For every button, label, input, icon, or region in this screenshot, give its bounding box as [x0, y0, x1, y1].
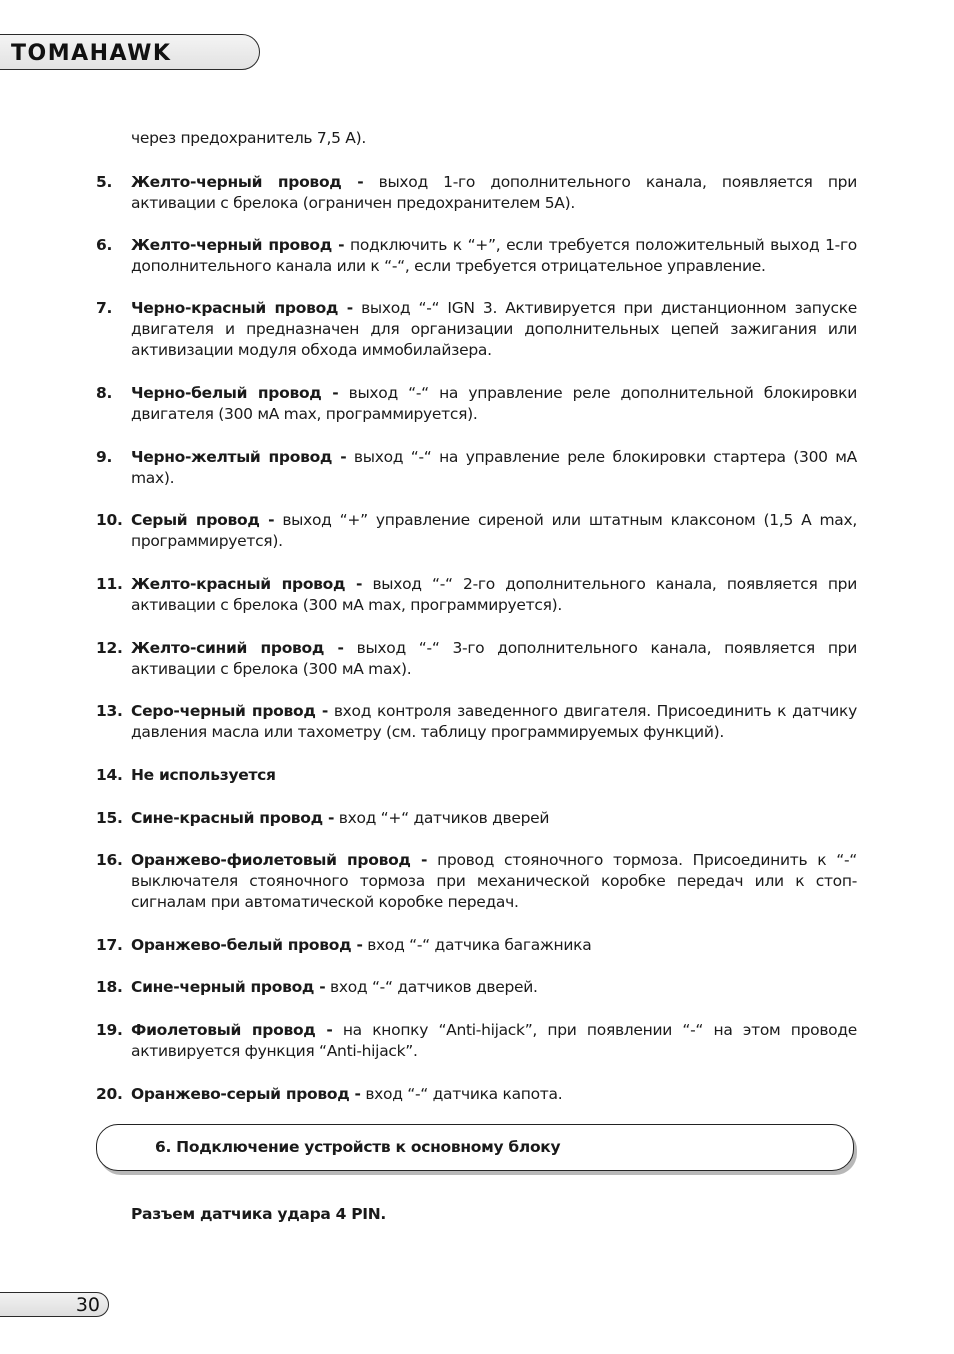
list-item	[96, 172, 857, 214]
wire-label: Фиолетовый провод -	[131, 1021, 333, 1039]
item-number: 16.	[96, 851, 123, 869]
brand-tab	[0, 34, 260, 70]
item-number: 11.	[96, 575, 123, 593]
list-item	[96, 1084, 857, 1105]
wire-label: Сине-красный провод -	[131, 809, 335, 827]
wire-description: вход “+“ датчиков дверей	[334, 809, 550, 827]
wire-label: Желто-красный провод -	[131, 575, 363, 593]
item-body	[131, 638, 857, 680]
item-body	[131, 701, 857, 743]
wire-description: вход контроля заведенного двигателя. Присоединить к датчику давления масла или тахометру (см. таблицу программируемых функций).	[131, 702, 857, 741]
list-item	[96, 298, 857, 361]
wire-label: Черно-красный провод -	[131, 299, 353, 317]
item-number: 19.	[96, 1021, 123, 1039]
wire-description: выход “-“ на управление реле блокировки стартера (300 мА max).	[131, 448, 857, 487]
section-box	[96, 1124, 854, 1171]
wire-description: выход “+” управление сиреной или штатным клаксоном (1,5 А max, программируется).	[131, 511, 857, 550]
item-number: 14.	[96, 766, 123, 784]
item-body	[131, 298, 857, 361]
wire-label: Сине-черный провод -	[131, 978, 326, 996]
wire-description: провод стояночного тормоза. Присоединить к “-“ выключателя стояночного тормоза при механической коробке передач или к стоп-сигналам при автоматической коробке передач.	[131, 851, 857, 911]
wire-label: Черно-желтый провод -	[131, 448, 347, 466]
list-item	[96, 638, 857, 680]
wire-description: вход “-“ датчика багажника	[362, 936, 592, 954]
item-number: 5.	[96, 173, 113, 191]
list-item	[96, 935, 857, 956]
wire-description: выход “-“ IGN 3. Активируется при дистанционном запуске двигателя и предназначен для организации дополнительных цепей зажигания или активизации модуля обхода иммобилайзера.	[131, 299, 857, 359]
list-item	[96, 447, 857, 489]
wire-description: выход 1-го дополнительного канала, появляется при активации с брелока (ограничен предохранителем 5А).	[131, 173, 857, 212]
page-number-tab	[0, 1292, 109, 1317]
item-number: 10.	[96, 511, 123, 529]
item-body	[131, 850, 857, 913]
wire-description: выход “-“ на управление реле дополнительной блокировки двигателя (300 мА max, программируется).	[131, 384, 857, 423]
item-number: 17.	[96, 936, 123, 954]
wire-description: вход “-“ датчиков дверей.	[325, 978, 538, 996]
item-number: 6.	[96, 236, 113, 254]
list-item	[96, 383, 857, 425]
item-body	[131, 935, 857, 956]
item-body	[131, 765, 857, 786]
item-number: 13.	[96, 702, 123, 720]
list-item	[96, 977, 857, 998]
wire-label: Серо-черный провод -	[131, 702, 328, 720]
item-body	[131, 510, 857, 552]
item-number: 12.	[96, 639, 123, 657]
list-item	[96, 701, 857, 743]
item-body	[131, 447, 857, 489]
wire-label: Желто-черный провод -	[131, 236, 345, 254]
item-body	[131, 172, 857, 214]
item-body	[131, 574, 857, 616]
item-number: 15.	[96, 809, 123, 827]
brand-logo-text: TOMAHAWK	[11, 41, 172, 66]
item-body	[131, 235, 857, 277]
item-body	[131, 383, 857, 425]
item-body	[131, 977, 857, 998]
list-item	[96, 510, 857, 552]
item-number: 7.	[96, 299, 113, 317]
page-number: 30	[75, 1294, 100, 1316]
list-item	[96, 235, 857, 277]
wire-description: выход “-“ 3-го дополнительного канала, появляется при активации с брелока (300 мА max).	[131, 639, 857, 678]
wire-label: Оранжево-белый провод -	[131, 936, 363, 954]
wire-description: выход “-“ 2-го дополнительного канала, появляется при активации с брелока (300 мА max, программируется).	[131, 575, 857, 614]
wire-label: Оранжево-серый провод -	[131, 1085, 361, 1103]
item-number: 20.	[96, 1085, 123, 1103]
intro-text: через предохранитель 7,5 А).	[131, 129, 366, 147]
wire-label: Не используется	[131, 766, 276, 784]
list-item	[96, 808, 857, 829]
wire-label: Желто-черный провод -	[131, 173, 364, 191]
list-item	[96, 850, 857, 913]
wire-description: на кнопку “Anti-hijack”, при появлении “-“ на этом проводе активируется функция “Anti-hijack”.	[131, 1021, 857, 1060]
list-item	[96, 765, 857, 786]
item-number: 9.	[96, 448, 113, 466]
sub-heading: Разъем датчика удара 4 PIN.	[131, 1205, 386, 1223]
wire-label: Серый провод -	[131, 511, 275, 529]
section-title: 6. Подключение устройств к основному блоку	[155, 1138, 561, 1156]
list-item	[96, 574, 857, 616]
wire-label: Оранжево-фиолетовый провод -	[131, 851, 428, 869]
list-item	[96, 1020, 857, 1062]
wire-description: подключить к “+”, если требуется положительный выход 1-го дополнительного канала или к “-“, если требуется отрицательное управление.	[131, 236, 857, 275]
wire-description: вход “-“ датчика капота.	[360, 1085, 563, 1103]
item-number: 18.	[96, 978, 123, 996]
item-body	[131, 1084, 857, 1105]
item-body	[131, 808, 857, 829]
wire-label: Черно-белый провод -	[131, 384, 339, 402]
item-number: 8.	[96, 384, 113, 402]
item-body	[131, 1020, 857, 1062]
wire-label: Желто-синий провод -	[131, 639, 344, 657]
